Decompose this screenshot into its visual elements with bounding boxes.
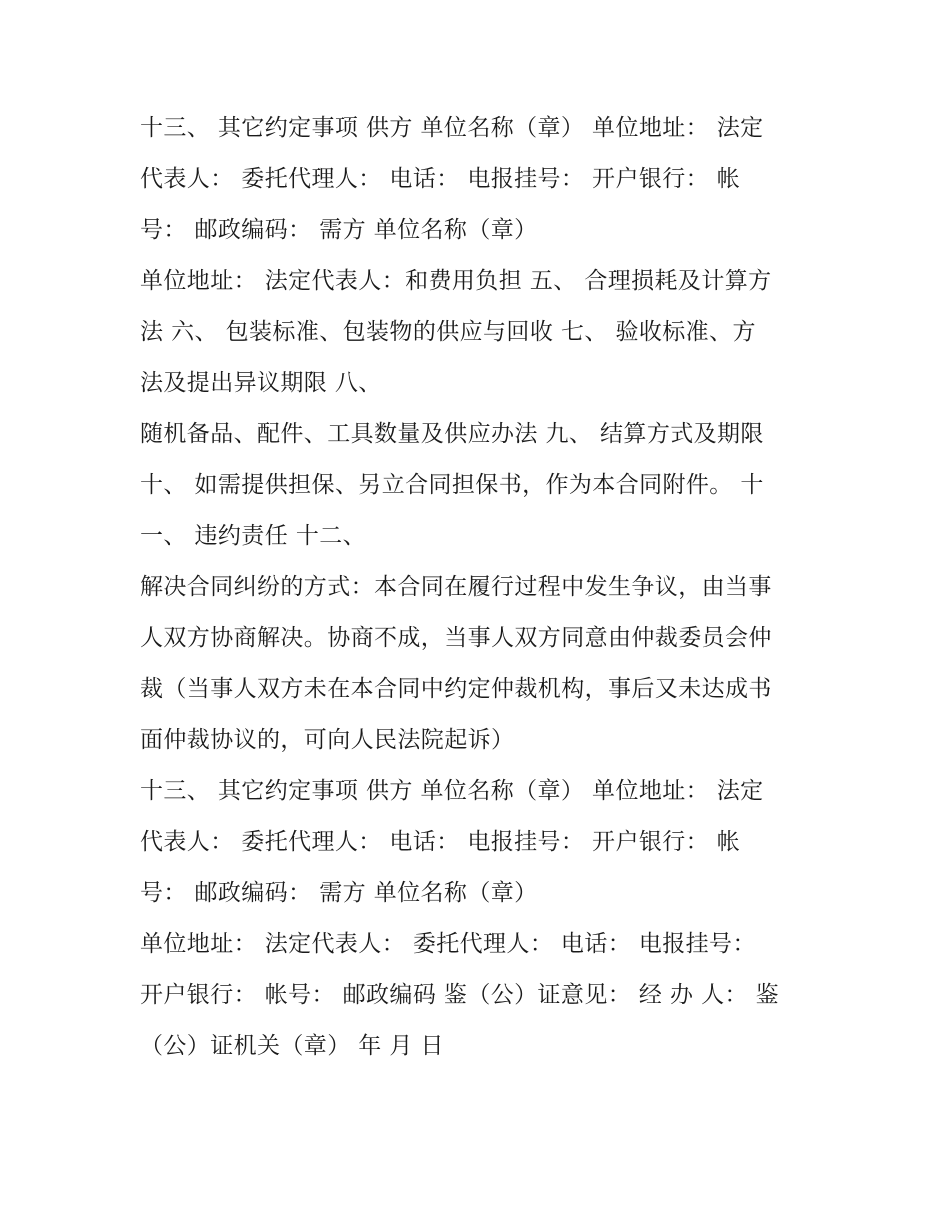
- text-line: 开户银行： 帐号： 邮政编码 鉴（公）证意见： 经 办 人： 鉴: [140, 982, 779, 1008]
- text-line: 代表人： 委托代理人： 电话： 电报挂号： 开户银行： 帐: [140, 166, 741, 192]
- text-line: 法 六、 包装标准、包装物的供应与回收 七、 验收标准、方: [140, 319, 756, 345]
- text-line: 单位地址： 法定代表人： 委托代理人： 电话： 电报挂号：: [140, 931, 756, 957]
- text-line: 解决合同纠纷的方式：本合同在履行过程中发生争议，由当事: [140, 574, 772, 600]
- text-line: 代表人： 委托代理人： 电话： 电报挂号： 开户银行： 帐: [140, 829, 741, 855]
- text-line: 号： 邮政编码： 需方 单位名称（章）: [140, 217, 538, 243]
- text-line: 十三、 其它约定事项 供方 单位名称（章） 单位地址： 法定: [140, 778, 764, 804]
- text-line: 单位地址： 法定代表人：和费用负担 五、 合理损耗及计算方: [140, 268, 772, 294]
- text-line: 面仲裁协议的，可向人民法院起诉）: [140, 727, 515, 753]
- text-line: 裁（当事人双方未在本合同中约定仲裁机构，事后又未达成书: [140, 676, 772, 702]
- text-line: 随机备品、配件、工具数量及供应办法 九、 结算方式及期限: [140, 421, 764, 447]
- text-line: 十、 如需提供担保、另立合同担保书，作为本合同附件。 十: [140, 472, 764, 498]
- text-line: （公）证机关（章） 年 月 日: [140, 1033, 444, 1059]
- document-body: [140, 103, 820, 1072]
- text-line: 人双方协商解决。协商不成，当事人双方同意由仲裁委员会仲: [140, 625, 772, 651]
- text-line: 号： 邮政编码： 需方 单位名称（章）: [140, 880, 538, 906]
- text-line: 一、 违约责任 十二、: [140, 523, 367, 549]
- text-line: 法及提出异议期限 八、: [140, 370, 382, 396]
- text-line: 十三、 其它约定事项 供方 单位名称（章） 单位地址： 法定: [140, 115, 764, 141]
